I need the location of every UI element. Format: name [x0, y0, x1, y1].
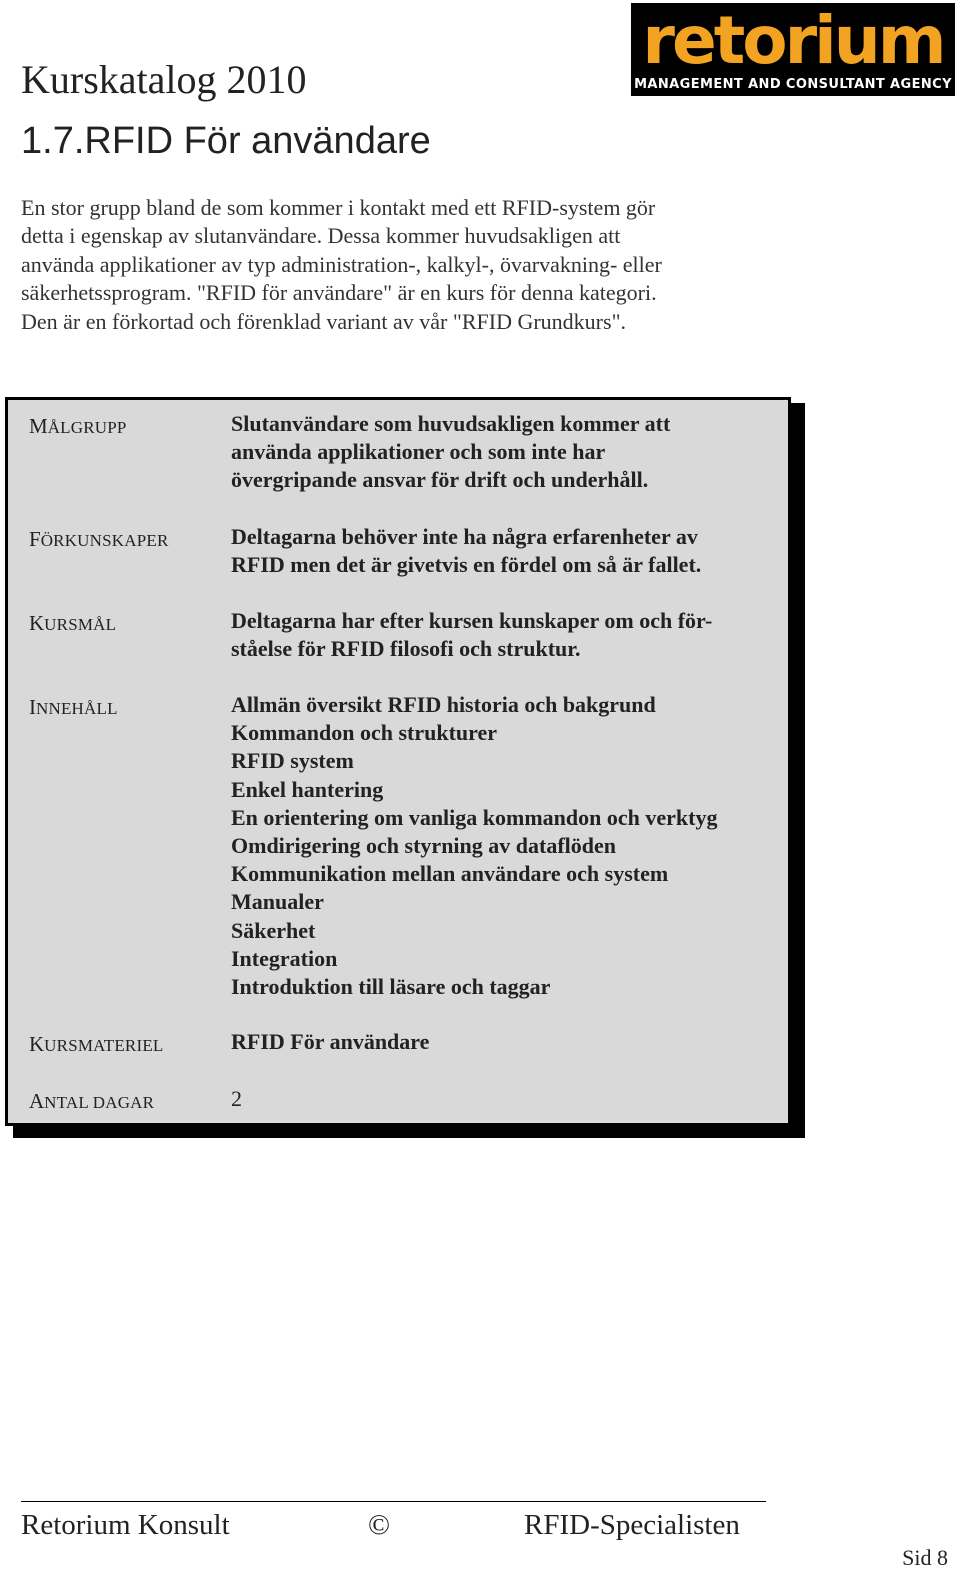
label-forkunskaper: FÖRKUNSKAPER [29, 527, 169, 551]
list-item: Introduktion till läsare och taggar [231, 974, 551, 1000]
page-number: Sid 8 [902, 1545, 948, 1570]
intro-line: säkerhetssprogram. "RFID för användare" är en kurs för denna kategori. [21, 280, 657, 306]
list-item: Allmän översikt RFID historia och bakgrund [231, 692, 656, 717]
list-item: Integration [231, 945, 338, 971]
footer-tagline: RFID-Specialisten [524, 1509, 740, 1541]
footer-company: Retorium Konsult [21, 1509, 230, 1541]
label-kursmateriel: KURSMATERIEL [29, 1032, 164, 1056]
document-title: Kurskatalog 2010 [21, 57, 307, 102]
footer-divider [21, 1501, 766, 1502]
value-kursmal: Deltagarna har efter kursen kunskaper om och för- ståelse för RFID filosofi och struktur. [231, 608, 713, 662]
label-innehall: INNEHÅLL [29, 695, 118, 719]
label-malgrupp: MÅLGRUPP [29, 414, 127, 438]
value-kursmateriel: RFID För användare [231, 1029, 430, 1054]
intro-paragraph [21, 194, 781, 336]
value-antal-dagar: 2 [231, 1086, 242, 1111]
intro-line: detta i egenskap av slutanvändare. Dessa kommer huvudsakligen att [21, 223, 621, 249]
list-item: Omdirigering och styrning av dataflöden [231, 833, 617, 859]
copyright-symbol: © [368, 1509, 391, 1541]
list-item: Manualer [231, 889, 324, 915]
course-info-box [5, 397, 791, 1126]
list-item: En orientering om vanliga kommandon och verktyg [231, 804, 718, 830]
list-item: Kommunikation mellan användare och system [231, 861, 669, 887]
intro-line: Den är en förkortad och förenklad variant av vår "RFID Grundkurs". [21, 308, 627, 334]
intro-line: En stor grupp bland de som kommer i kontakt med ett RFID-system gör [21, 195, 656, 220]
logo-tagline: MANAGEMENT AND CONSULTANT AGENCY [634, 77, 952, 92]
value-forkunskaper: Deltagarna behöver inte ha några erfarenheter av RFID men det är givetvis en fördel om så är fallet. [231, 524, 702, 578]
logo-brand-text: retorium [642, 2, 944, 79]
value-malgrupp: Slutanvändare som huvudsakligen kommer att använda applikationer och som inte har övergripande ansvar för drift och underhåll. [231, 411, 671, 493]
list-item: RFID system [231, 748, 354, 774]
value-innehall-list [231, 691, 791, 1001]
company-logo [631, 3, 955, 96]
list-item: Enkel hantering [231, 776, 384, 802]
list-item: Kommandon och strukturer [231, 720, 498, 746]
label-kursmal: KURSMÅL [29, 611, 117, 635]
label-antal-dagar: ANTAL DAGAR [29, 1089, 155, 1113]
intro-line: använda applikationer av typ administration-, kalkyl-, övarvakning- eller [21, 251, 662, 277]
list-item: Säkerhet [231, 917, 316, 943]
section-heading: 1.7.RFID För användare [21, 120, 431, 162]
